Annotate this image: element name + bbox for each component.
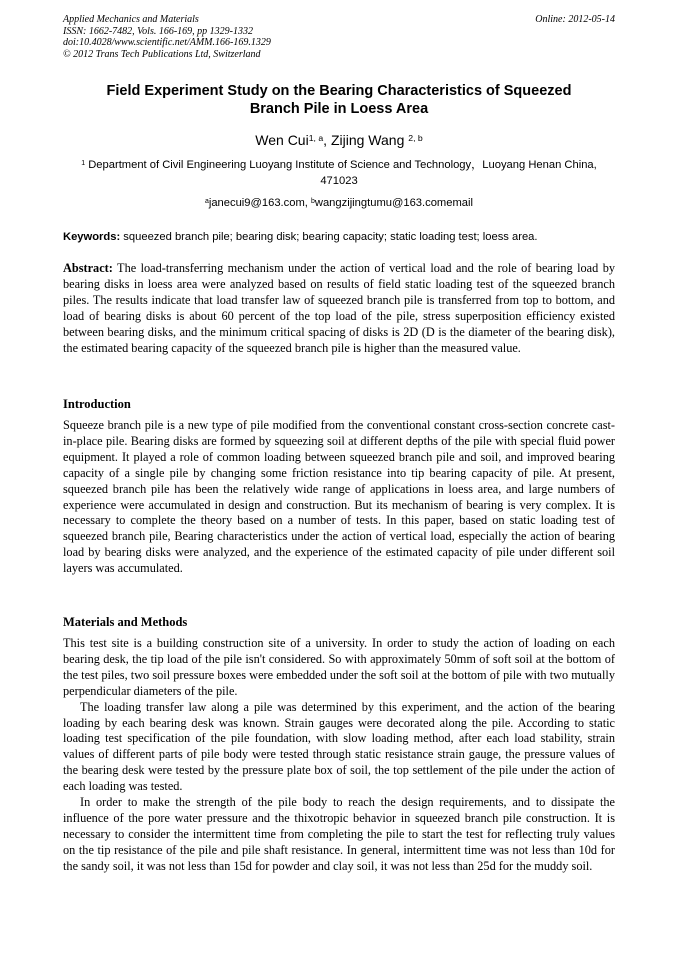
online-date: Online: 2012-05-14 [535, 14, 615, 25]
affiliation [63, 157, 615, 189]
keywords-label: Keywords: [63, 231, 121, 243]
abstract [63, 261, 615, 356]
section-heading-materials: Materials and Methods [63, 615, 188, 629]
materials-paragraph-2: The loading transfer law along a pile was determined by this experiment, and the action of the bearing loading by each bearing desk was known. Strain gauges were decorated along the pile. According to static loading test specification of the pile foundation, with slow loading method, after each load stability, strain values of different parts of pile body were tested through static resistance strain gauge, the pressure values of the bearing desk were tested by the pressure plate box of soil, the top settlement of the pile under the action of each loading was tested. [63, 699, 615, 794]
materials-paragraph-1: This test site is a building construction site of a university. In order to study the action of loading on each bearing desk, the tip load of the pile isn't considered. So with approximately 50mm of soft soil at the bottom of the test piles, two soil pressure boxes were embedded under the soft soil at the bottom of pile with two mutually perpendicular diameters of the pile. [63, 636, 615, 698]
email-b: wangzijingtumu@163.comemail [314, 197, 473, 209]
journal-header [63, 14, 615, 60]
section-heading-introduction: Introduction [63, 397, 131, 411]
introduction-body [63, 418, 615, 577]
affiliation-text: Department of Civil Engineering Luoyang Institute of Science and Technology，Luoyang Henan China, 471023 [88, 159, 597, 187]
author-2-affil: 2, b [408, 133, 423, 144]
author-list [63, 131, 615, 149]
keywords-text: squeezed branch pile; bearing disk; bearing capacity; static loading test; loess area. [120, 231, 538, 243]
title-line-2: Branch Pile in Loess Area [249, 101, 429, 117]
journal-name: Applied Mechanics and Materials [63, 14, 199, 25]
author-separator: , [323, 132, 331, 148]
issn-line: ISSN: 1662-7482, Vols. 166-169, pp 1329-1332 [63, 25, 253, 37]
email-a: janecui9@163.com, [208, 197, 312, 209]
author-1-affil: 1, a [308, 133, 324, 144]
copyright-line: © 2012 Trans Tech Publications Ltd, Switzerland [63, 48, 261, 60]
email-b-marker: b [311, 197, 315, 205]
materials-body [63, 636, 615, 875]
paper-title [63, 82, 615, 118]
email-line [63, 195, 615, 211]
doi-line: doi:10.4028/www.scientific.net/AMM.166-169.1329 [63, 37, 271, 48]
abstract-text: The load-transferring mechanism under the action of vertical load and the role of bearing load by bearing disks in loess area were analyzed based on results of field static loading test of the squeezed branch piles. The results indicate that load transfer law of squeezed branch pile is transferred from top to bottom, and load of bearing disks is about 60 percent of the top load of the pile, stress superposition efficiency existed between bearing disks, and the minimum critical spacing of disks is 2D (D is the diameter of the bearing disk), the estimated bearing capacity of the squeezed branch pile is higher than the measured value. [63, 261, 615, 355]
abstract-label: Abstract: [63, 261, 113, 275]
title-line-1: Field Experiment Study on the Bearing Characteristics of Squeezed [106, 83, 572, 99]
materials-paragraph-3: In order to make the strength of the pile body to reach the design requirements, and to dissipate the influence of the pore water pressure and the thixotropic behavior in squeezed branch pile construction. It is necessary to consider the intermittent time from completing the pile to start the test for reflecting truly values on the tip resistance of the pile and pile shaft resistance. In general, intermittent time was not less than 10d for the sandy soil, it was not less than 15d for powder and clay soil, it was not less than 25d for the muddy soil. [63, 795, 615, 873]
affiliation-number: 1 [81, 159, 86, 167]
email-a-marker: a [204, 197, 209, 205]
author-2: Zijing Wang [330, 132, 405, 148]
keywords [63, 230, 615, 245]
author-1: Wen Cui [255, 132, 309, 148]
introduction-paragraph-1: Squeeze branch pile is a new type of pile modified from the conventional constant cross-section concrete cast-in-place pile. Bearing disks are formed by squeezing soil at different depths of the pile with special fluid power equipment. It played a role of common loading between squeezed branch pile and soil, and improved bearing capacity of a single pile by changing some friction resistance into tip bearing capacity of pile. At present, squeezed branch pile has been the relatively wide range of applications in loess area, and large numbers of experience were accumulated in design and construction. But its mechanism of bearing is very complex. It is necessary to complete the theory based on a number of tests. In this paper, based on static loading test of squeezed branch pile, Bearing characteristics under the action of vertical load, especially the action of bearing load by bearing disks were analyzed, and the experience of the estimated capacity of pile under different soil layers was accumulated. [63, 418, 615, 576]
